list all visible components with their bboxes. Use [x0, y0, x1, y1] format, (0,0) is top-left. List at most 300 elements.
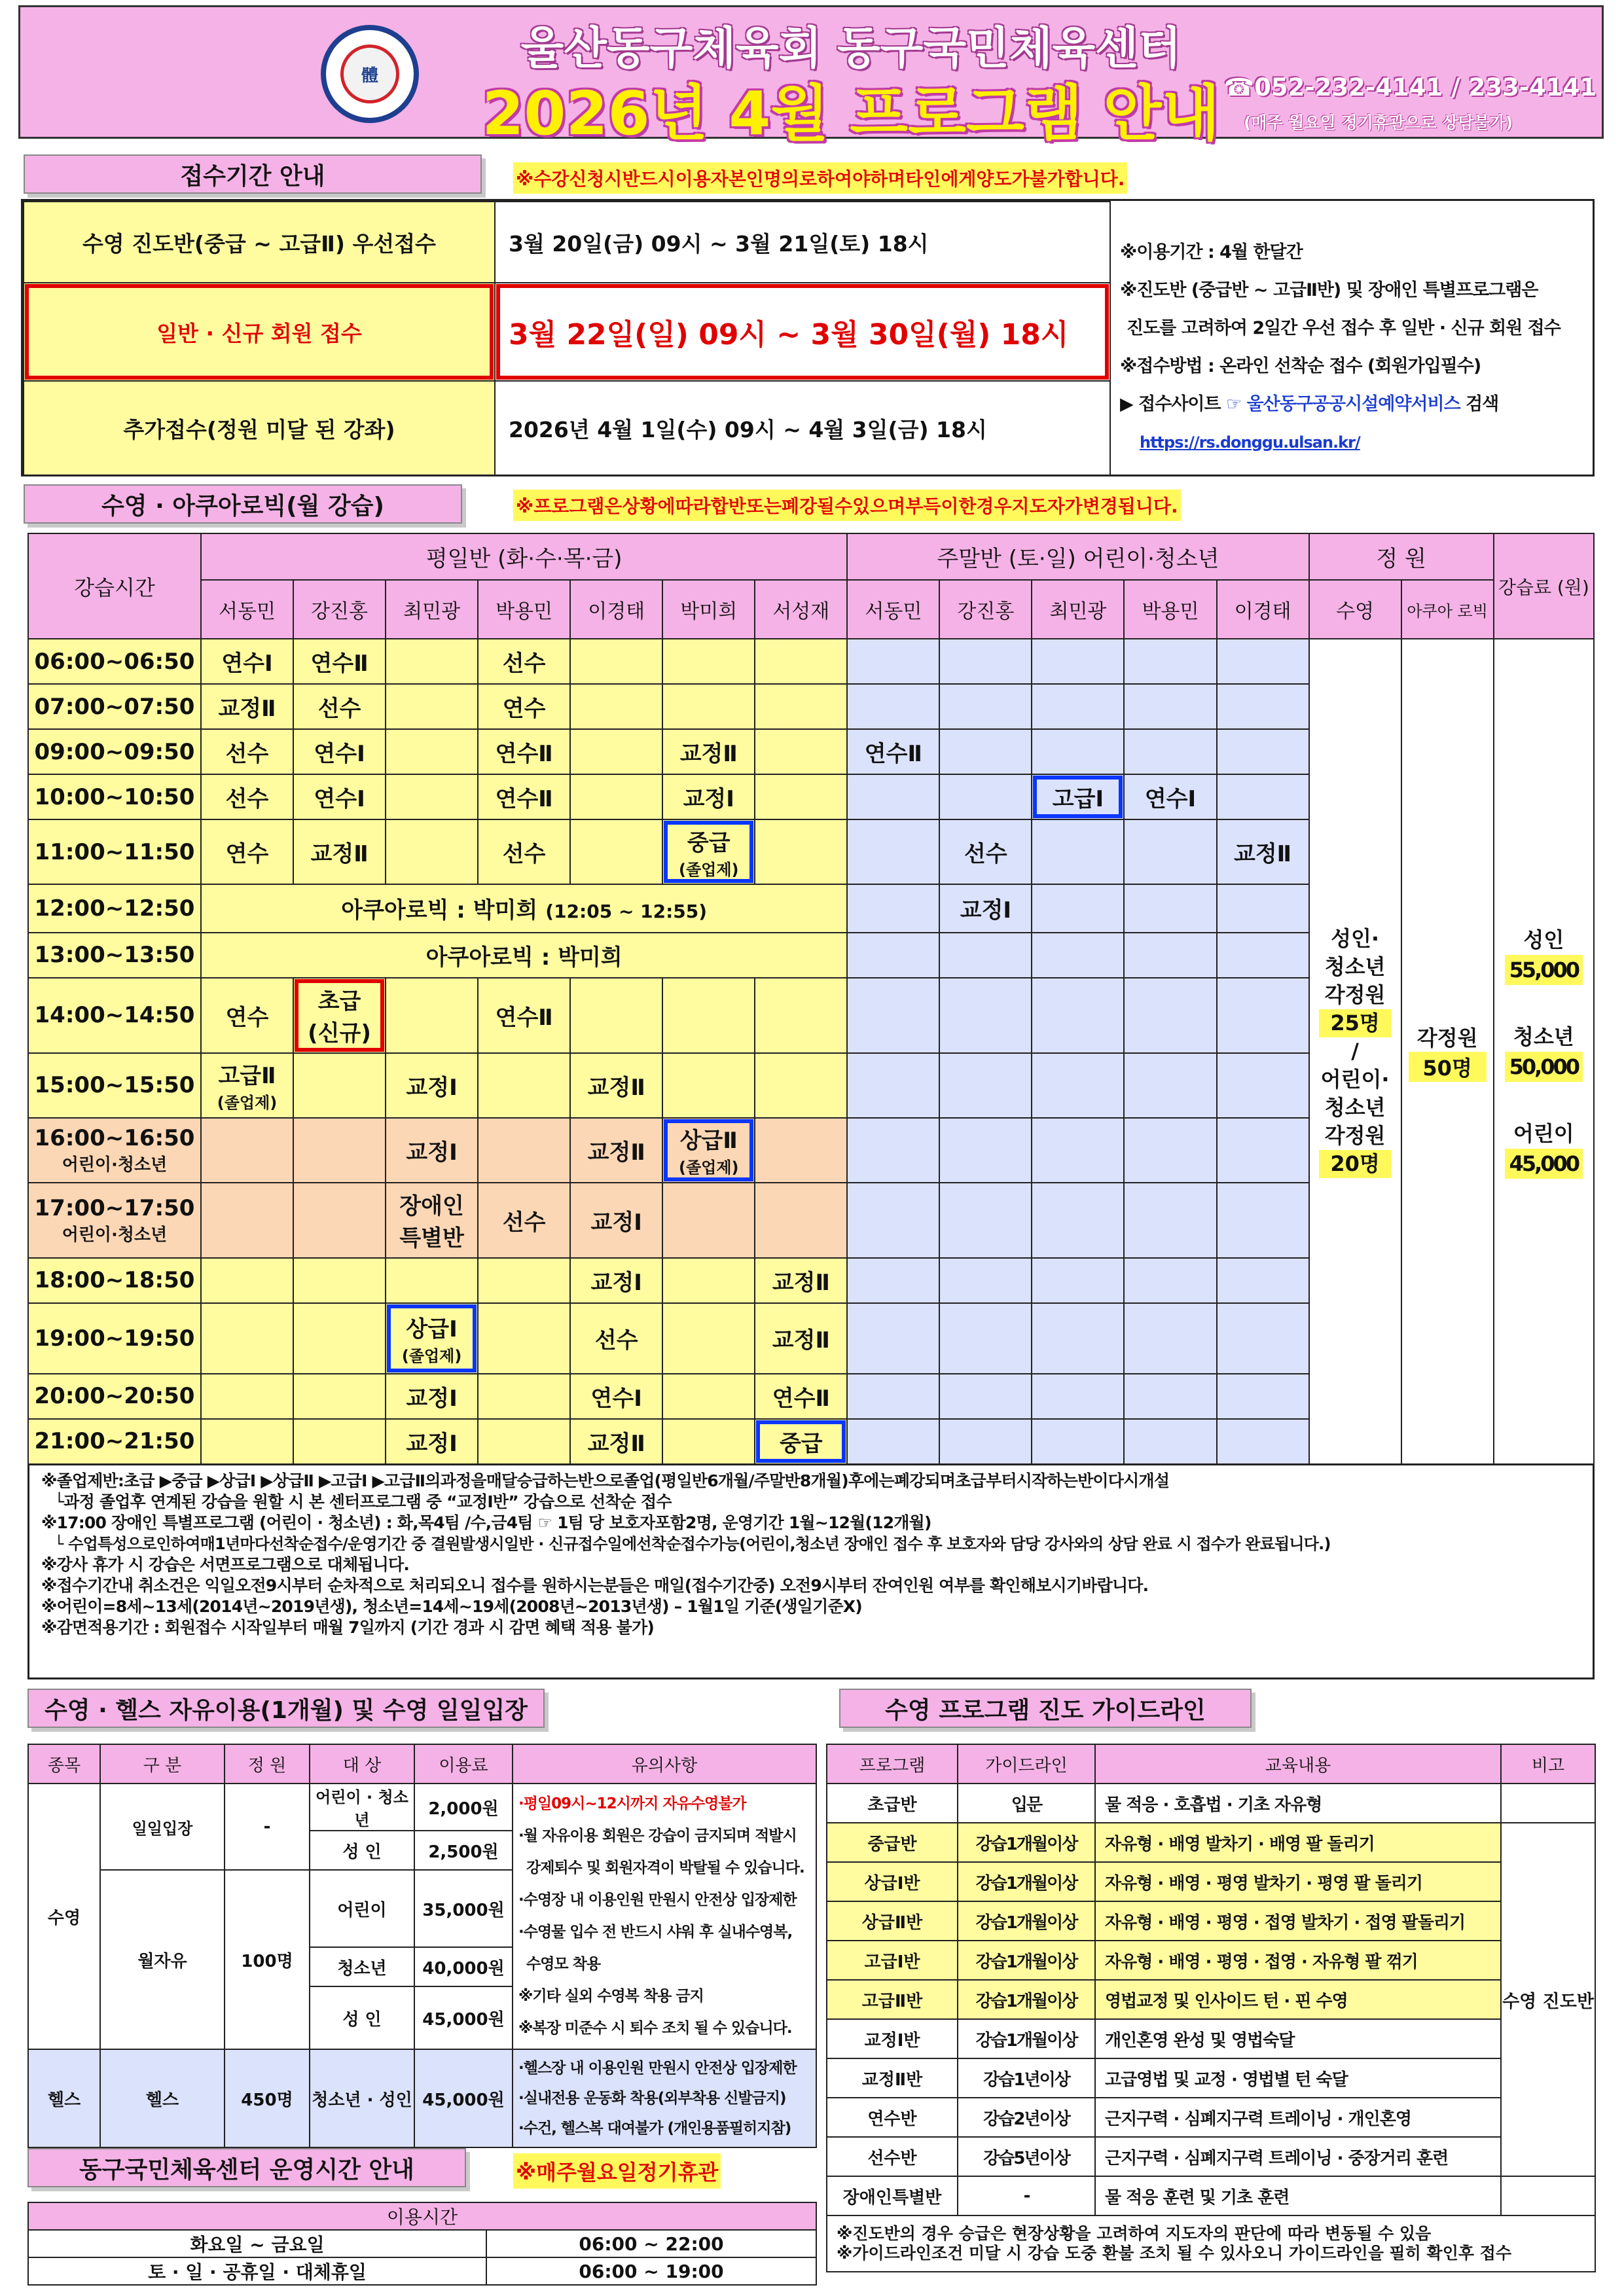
- class-cell: [478, 1053, 570, 1118]
- class-cell: [386, 1183, 478, 1258]
- free-monthly-cap: 100명: [225, 1870, 310, 2049]
- capacity-swim-line: 청소년: [1324, 954, 1386, 980]
- class-cell: [570, 684, 662, 729]
- weekend-class-cell: [847, 933, 939, 978]
- class-name: 교정Ⅰ: [683, 786, 734, 813]
- note-line: ※접수기간내 취소건은 익일오전9시부터 순차적으로 처리되오니 접수를 원하시는분들은 매일(접수기간중) 오전9시부터 잔여인원 여부를 확인해보시기바랍니다.: [41, 1576, 1149, 1595]
- class-cell: [293, 1374, 386, 1419]
- guide-program: 선수반: [827, 2137, 958, 2176]
- capacity-swim-line: 성인·: [1331, 926, 1380, 952]
- class-cell: [662, 1374, 755, 1419]
- class-cell: [755, 639, 847, 684]
- class-name: 교정Ⅰ: [406, 1074, 458, 1101]
- swim-warning: ※프로그램은상황에따라합반또는폐강될수있으며부득이한경우지도자가변경됩니다.: [513, 490, 1181, 521]
- weekend-class-cell: [1217, 978, 1309, 1053]
- time-label: 16:00~16:50: [34, 1124, 195, 1151]
- class-name: 연수: [225, 1004, 269, 1031]
- weekend-class-cell: [939, 933, 1032, 978]
- time-cell: [28, 684, 201, 729]
- capacity-swim-line: 각정원: [1324, 982, 1386, 1008]
- class-cell: [755, 1183, 847, 1258]
- class-name: 교정Ⅰ: [406, 1430, 458, 1457]
- class-cell: [293, 1183, 386, 1258]
- guide-program: 고급Ⅰ반: [827, 1941, 958, 1980]
- class-cell: [662, 819, 755, 884]
- weekend-class-cell: [1217, 1374, 1309, 1419]
- class-cell: [478, 1183, 570, 1258]
- time-cell: [28, 1118, 201, 1183]
- info-line: ※이용기간 : 4월 한달간: [1120, 242, 1303, 262]
- free-daily-cap: -: [225, 1784, 310, 1870]
- instructor-weekend: 박용민: [1124, 580, 1216, 639]
- fee-value: 50,000: [1505, 1052, 1583, 1082]
- class-cell: [570, 774, 662, 819]
- weekend-class-cell: [847, 1053, 939, 1118]
- weekend-class-cell: [1217, 774, 1309, 819]
- weekend-class-cell: [847, 1183, 939, 1258]
- instructor-weekday: 서성재: [755, 580, 847, 639]
- class-sub: (신규): [308, 1020, 371, 1047]
- time-cell: [28, 1183, 201, 1258]
- weekend-class-cell: [847, 684, 939, 729]
- capacity-swim-line: /: [1351, 1039, 1359, 1064]
- class-cell: [755, 684, 847, 729]
- weekend-class-cell: [1032, 1303, 1124, 1374]
- instructor-weekday: 이경태: [570, 580, 662, 639]
- capacity-swim-line: 어린이·: [1320, 1067, 1390, 1092]
- guide-program: 초급반: [827, 1784, 958, 1823]
- weekend-class-cell: [847, 1118, 939, 1183]
- site-link[interactable]: https://rs.donggu.ulsan.kr/: [1140, 433, 1360, 452]
- capacity-col: 아쿠아 로빅: [1401, 580, 1494, 639]
- guide-content: 근지구력 · 심폐지구력 트레이닝 · 중장거리 훈련: [1095, 2137, 1501, 2176]
- weekend-class-cell: [1032, 978, 1124, 1053]
- hours-days: 토 · 일 · 공휴일 · 대체휴일: [28, 2257, 486, 2285]
- class-sub: (졸업제): [401, 1346, 462, 1365]
- weekend-class-cell: [1032, 1374, 1124, 1419]
- instructor-weekend: 서동민: [847, 580, 939, 639]
- info-line: ▶ 접수사이트 ☞ 울산동구공공시설예약서비스 검색: [1120, 394, 1499, 414]
- free-use-table: [27, 1744, 817, 2148]
- weekend-class-cell: [847, 819, 939, 884]
- class-name: 연수Ⅰ: [590, 1385, 642, 1412]
- class-name: 연수Ⅱ: [772, 1385, 830, 1412]
- class-sub: (졸업제): [678, 1158, 739, 1177]
- class-cell: [662, 684, 755, 729]
- guide-remark: 수영 진도반: [1501, 1823, 1595, 2176]
- class-cell: [755, 1118, 847, 1183]
- health-note: ·실내전용 운동화 착용(외부착용 신발금지): [518, 2090, 786, 2107]
- hours-section-title: 동구국민체육센터 운영시간 안내: [27, 2148, 466, 2187]
- free-swim-notes: [513, 1784, 816, 2049]
- class-name: 장애인: [399, 1193, 464, 1220]
- class-sub: (졸업제): [678, 860, 739, 879]
- capacity-swim-line: 20명: [1319, 1150, 1392, 1178]
- guide-remark-empty: [1501, 2176, 1595, 2215]
- class-name: 교정Ⅱ: [772, 1269, 830, 1296]
- weekend-class-cell: [1032, 1053, 1124, 1118]
- class-cell: [201, 729, 293, 774]
- health-cap: 450명: [225, 2049, 310, 2147]
- registration-warning: ※수강신청시반드시이용자본인명의로하여야하며타인에게양도가불가합니다.: [513, 162, 1127, 194]
- class-cell: [570, 1258, 662, 1303]
- guide-requirement: -: [958, 2176, 1095, 2215]
- site-name: ☞ 울산동구공공시설예약서비스: [1225, 394, 1460, 414]
- guide-requirement: 강습5년이상: [958, 2137, 1095, 2176]
- guide-requirement: 강습1년이상: [958, 2058, 1095, 2098]
- hours-time: 06:00 ~ 19:00: [486, 2257, 816, 2285]
- guide-content: 물 적응 · 호흡법 · 기초 자유형: [1095, 1784, 1501, 1823]
- class-cell: [570, 729, 662, 774]
- capacity-aqua-line: 각정원: [1416, 1025, 1478, 1050]
- guide-program: 상급Ⅰ반: [827, 1862, 958, 1901]
- class-cell: [478, 729, 570, 774]
- class-name: 연수Ⅱ: [495, 741, 553, 768]
- class-name: 연수: [225, 841, 269, 868]
- swim-note: 강제퇴수 및 회원자격이 박탈될 수 있습니다.: [526, 1859, 804, 1876]
- instructor-weekend: 최민광: [1032, 580, 1124, 639]
- reg-label: 수영 진도반(중급 ~ 고급Ⅱ) 우선접수: [24, 202, 495, 283]
- swim-note: 수영모 착용: [526, 1956, 601, 1973]
- free-daily: 일일입장: [100, 1784, 225, 1870]
- weekend-class-cell: [1217, 684, 1309, 729]
- free-head: 구 분: [100, 1744, 225, 1784]
- guide-content: 자유형 · 배영 · 평영 · 접영 · 자유형 팔 꺾기: [1095, 1941, 1501, 1980]
- note-line: ※감면적용기간 : 회원접수 시작일부터 매월 7일까지 (기간 경과 시 감면 혜택 적용 불가): [41, 1618, 654, 1637]
- aquarobic-cell: [201, 884, 847, 933]
- class-cell: [293, 819, 386, 884]
- weekend-class-cell: [1124, 1053, 1216, 1118]
- free-target: 어린이 · 청소년: [310, 1784, 414, 1831]
- free-fee: 2,500원: [414, 1831, 513, 1870]
- reg-period: 3월 20일(금) 09시 ~ 3월 21일(토) 18시: [495, 202, 1110, 283]
- weekend-class-cell: [1124, 639, 1216, 684]
- time-label: 13:00~13:50: [34, 942, 195, 969]
- weekend-class-cell: [1032, 819, 1124, 884]
- class-cell: [201, 639, 293, 684]
- class-name: 선수: [964, 841, 1007, 868]
- fee-cell: [1494, 639, 1594, 1464]
- time-sub: 어린이·청소년: [62, 1155, 168, 1175]
- weekend-class-cell: [1032, 1419, 1124, 1464]
- free-head: 종목: [28, 1744, 100, 1784]
- class-cell: [478, 684, 570, 729]
- weekend-class-cell: [1124, 933, 1216, 978]
- time-label: 15:00~15:50: [34, 1072, 195, 1099]
- guide-content: 자유형 · 배영 · 평영 발차기 · 평영 팔 돌리기: [1095, 1862, 1501, 1901]
- swim-schedule-table: [27, 533, 1595, 1465]
- weekend-class-cell: [939, 1374, 1032, 1419]
- health-fee: 45,000원: [414, 2049, 513, 2147]
- weekend-class-cell: [1124, 884, 1216, 933]
- guide-program: 상급Ⅱ반: [827, 1901, 958, 1941]
- weekend-class-cell: [847, 1419, 939, 1464]
- time-cell: [28, 819, 201, 884]
- head-time: 강습시간: [28, 533, 201, 639]
- class-name: 교정Ⅰ: [406, 1139, 458, 1166]
- class-name: 고급Ⅰ: [1052, 786, 1104, 813]
- free-head: 이용료: [414, 1744, 513, 1784]
- weekend-class-cell: [939, 1118, 1032, 1183]
- class-cell: [755, 1419, 847, 1464]
- fee-value: 45,000: [1505, 1149, 1583, 1179]
- class-name: 선수: [317, 696, 361, 723]
- class-cell: [201, 1419, 293, 1464]
- class-name: 상급Ⅰ: [406, 1316, 458, 1342]
- guide-content: 물 적응 훈련 및 기초 훈련: [1095, 2176, 1501, 2215]
- health-notes: [513, 2049, 816, 2147]
- weekend-class-cell: [1124, 684, 1216, 729]
- class-cell: [570, 819, 662, 884]
- note-line: └ 수업특성으로인하여매1년마다선착순접수/운영기간 중 결원발생시일반 · 신규접수일에선착순접수가능(어린이,청소년 장애인 접수 후 보호자와 담당 강사와의 상담 완료 시 접수가 완료됩니다.): [54, 1535, 1331, 1553]
- class-name: 교정Ⅱ: [587, 1430, 645, 1457]
- free-fee: 40,000원: [414, 1947, 513, 1986]
- class-name: 교정Ⅱ: [587, 1139, 645, 1166]
- guide-head: 교육내용: [1095, 1744, 1501, 1784]
- time-label: 11:00~11:50: [34, 838, 195, 865]
- class-cell: [386, 819, 478, 884]
- guide-table: [826, 1744, 1596, 2272]
- class-cell: [293, 684, 386, 729]
- registration-section-title: 접수기간 안내: [24, 154, 482, 194]
- time-label: 07:00~07:50: [34, 693, 195, 720]
- weekend-class-cell: [939, 884, 1032, 933]
- class-name: 초급: [317, 988, 361, 1015]
- time-cell: [28, 933, 201, 978]
- class-name: 교정Ⅰ: [590, 1269, 642, 1296]
- weekend-class-cell: [1217, 884, 1309, 933]
- time-label: 20:00~20:50: [34, 1383, 195, 1410]
- time-label: 10:00~10:50: [34, 783, 195, 810]
- class-cell: [478, 774, 570, 819]
- capacity-swim-line: 각정원: [1324, 1123, 1386, 1149]
- head-weekend: 주말반 (토·일) 어린이·청소년: [847, 533, 1308, 580]
- aquarobic-label: 아쿠아로빅 : 박미희: [341, 897, 538, 924]
- weekend-class-cell: [939, 978, 1032, 1053]
- class-cell: [755, 819, 847, 884]
- weekend-class-cell: [1032, 774, 1124, 819]
- time-cell: [28, 1258, 201, 1303]
- class-cell: [386, 978, 478, 1053]
- class-cell: [662, 1118, 755, 1183]
- class-cell: [478, 639, 570, 684]
- time-cell: [28, 1419, 201, 1464]
- class-cell: [478, 1258, 570, 1303]
- free-cat-swim: 수영: [28, 1784, 100, 2049]
- weekend-class-cell: [1124, 1118, 1216, 1183]
- class-cell: [386, 1374, 478, 1419]
- health-note: ·헬스장 내 이용인원 만원시 안전상 입장제한: [518, 2060, 797, 2077]
- free-head: 유의사항: [513, 1744, 816, 1784]
- fee-label: 어린이: [1513, 1121, 1574, 1146]
- guide-requirement: 강습2년이상: [958, 2098, 1095, 2137]
- weekend-class-cell: [1032, 729, 1124, 774]
- free-target: 어린이: [310, 1870, 414, 1947]
- class-cell: [570, 1118, 662, 1183]
- health-type: 헬스: [100, 2049, 225, 2147]
- weekend-class-cell: [1217, 1183, 1309, 1258]
- swim-note-red: ·평일09시~12시까지 자유수영불가: [518, 1795, 746, 1812]
- weekend-class-cell: [1217, 819, 1309, 884]
- class-name: 연수Ⅱ: [495, 786, 553, 813]
- guide-requirement: 강습1개월이상: [958, 1980, 1095, 2019]
- guide-head: 프로그램: [827, 1744, 958, 1784]
- class-name: 교정Ⅱ: [587, 1074, 645, 1101]
- class-cell: [386, 729, 478, 774]
- class-name: 선수: [225, 741, 269, 768]
- notes-box: [27, 1463, 1595, 1679]
- health-target: 청소년 · 성인: [310, 2049, 414, 2147]
- capacity-swim-line: 청소년: [1324, 1095, 1386, 1121]
- time-cell: [28, 978, 201, 1053]
- class-cell: [201, 1183, 293, 1258]
- info-line: ※접수방법 : 온라인 선착순 접수 (회원가입필수): [1120, 356, 1481, 376]
- guide-program: 중급반: [827, 1823, 958, 1862]
- class-name: 고급Ⅱ: [218, 1063, 276, 1090]
- fee-label: 성인: [1523, 927, 1564, 952]
- weekend-class-cell: [939, 1303, 1032, 1374]
- reg-label: 추가접수(정원 미달 된 강좌): [24, 381, 495, 475]
- free-monthly: 월자유: [100, 1870, 225, 2049]
- weekend-class-cell: [939, 1183, 1032, 1258]
- weekend-class-cell: [1217, 1419, 1309, 1464]
- weekend-class-cell: [1032, 933, 1124, 978]
- class-cell: [662, 729, 755, 774]
- class-name: 선수: [502, 841, 546, 868]
- time-label: 18:00~18:50: [34, 1267, 195, 1294]
- weekend-class-cell: [847, 978, 939, 1053]
- class-cell: [570, 1374, 662, 1419]
- guide-requirement: 강습1개월이상: [958, 1823, 1095, 1862]
- class-name: 상급Ⅱ: [679, 1128, 738, 1155]
- time-label: 14:00~14:50: [34, 1002, 195, 1029]
- org-title: 울산동구체육회 동구국민체육센터: [520, 23, 1182, 75]
- class-name: 연수Ⅰ: [1144, 786, 1197, 813]
- instructor-weekend: 강진홍: [939, 580, 1032, 639]
- logo-emblem-icon: 體: [340, 45, 399, 103]
- class-cell: [755, 729, 847, 774]
- time-cell: [28, 1053, 201, 1118]
- class-cell: [293, 1053, 386, 1118]
- class-cell: [386, 639, 478, 684]
- capacity-col: 수영: [1309, 580, 1401, 639]
- fee-value: 55,000: [1505, 955, 1583, 985]
- class-cell: [755, 978, 847, 1053]
- weekend-class-cell: [1217, 1303, 1309, 1374]
- registration-box: [21, 199, 1595, 476]
- weekend-class-cell: [847, 729, 939, 774]
- info-line: ※진도반 (중급반 ~ 고급Ⅱ반) 및 장애인 특별프로그램은: [1120, 280, 1538, 300]
- health-note: ·수건, 헬스복 대여불가 (개인용품필히지참): [518, 2120, 791, 2137]
- weekend-class-cell: [939, 1053, 1032, 1118]
- time-cell: [28, 774, 201, 819]
- guide-requirement: 입문: [958, 1784, 1095, 1823]
- reg-period: 2026년 4월 1일(수) 09시 ~ 4월 3일(금) 18시: [495, 381, 1110, 475]
- class-name: 선수: [502, 1209, 546, 1236]
- time-label: 21:00~21:50: [34, 1428, 195, 1455]
- class-cell: [201, 1118, 293, 1183]
- free-head: 정 원: [225, 1744, 310, 1784]
- capacity-swim-line: 25명: [1319, 1009, 1392, 1037]
- page-title: 2026년 4월 프로그램 안내: [482, 79, 1220, 149]
- class-cell: [293, 729, 386, 774]
- guide-note: ※진도반의 경우 승급은 현장상황을 고려하여 지도자의 판단에 따라 변동될 수 있음: [837, 2224, 1432, 2243]
- class-cell: [201, 1303, 293, 1374]
- class-name: 교정Ⅰ: [590, 1209, 642, 1236]
- hours-days: 화요일 ~ 금요일: [28, 2230, 486, 2257]
- class-cell: [201, 978, 293, 1053]
- guide-requirement: 강습1개월이상: [958, 1862, 1095, 1901]
- instructor-weekday: 서동민: [201, 580, 293, 639]
- free-target: 청소년: [310, 1947, 414, 1986]
- class-name: 교정Ⅱ: [218, 696, 276, 723]
- capacity-aqua: [1401, 639, 1494, 1464]
- time-cell: [28, 729, 201, 774]
- class-name: 교정Ⅱ: [679, 741, 738, 768]
- weekend-class-cell: [1032, 884, 1124, 933]
- time-label: 19:00~19:50: [34, 1325, 195, 1352]
- weekend-class-cell: [1124, 1374, 1216, 1419]
- time-cell: [28, 884, 201, 933]
- class-cell: [478, 1303, 570, 1374]
- time-label: 09:00~09:50: [34, 738, 195, 765]
- guide-content: 근지구력 · 심폐지구력 트레이닝 · 개인혼영: [1095, 2098, 1501, 2137]
- weekend-class-cell: [1032, 1258, 1124, 1303]
- weekend-class-cell: [1032, 639, 1124, 684]
- class-cell: [293, 1258, 386, 1303]
- weekend-class-cell: [939, 729, 1032, 774]
- class-cell: [201, 819, 293, 884]
- hours-head: 이용시간: [28, 2202, 816, 2230]
- weekend-class-cell: [939, 684, 1032, 729]
- guide-head: 비고: [1501, 1744, 1595, 1784]
- time-label: 06:00~06:50: [34, 648, 195, 675]
- class-cell: [570, 1419, 662, 1464]
- phone-note: (매주 월요일 정기휴관으로 상담불가): [1244, 113, 1513, 132]
- class-cell: [293, 639, 386, 684]
- registration-table: [23, 201, 1111, 476]
- class-name: 연수Ⅰ: [221, 651, 273, 677]
- class-cell: [386, 1053, 478, 1118]
- class-name: 연수Ⅰ: [314, 786, 365, 813]
- weekend-class-cell: [1124, 1258, 1216, 1303]
- class-cell: [201, 774, 293, 819]
- time-label: 17:00~17:50: [34, 1194, 195, 1221]
- class-cell: [478, 819, 570, 884]
- weekend-class-cell: [1124, 1183, 1216, 1258]
- class-name: 연수: [502, 696, 546, 723]
- class-cell: [570, 1183, 662, 1258]
- class-cell: [478, 1374, 570, 1419]
- note-line: └과정 졸업후 연계된 강습을 원할 시 본 센터프로그램 중 “교정Ⅰ반” 강습으로 선착순 접수: [54, 1492, 672, 1511]
- weekend-class-cell: [1217, 1053, 1309, 1118]
- weekend-class-cell: [939, 774, 1032, 819]
- hours-table: [27, 2202, 817, 2286]
- free-target: 성 인: [310, 1986, 414, 2049]
- class-cell: [293, 1303, 386, 1374]
- weekend-class-cell: [1032, 684, 1124, 729]
- capacity-swim: [1309, 639, 1401, 1464]
- weekend-class-cell: [939, 639, 1032, 684]
- registration-info: [1120, 234, 1591, 461]
- swim-note: ·월 자유이용 회원은 강습이 금지되며 적발시: [518, 1827, 797, 1844]
- guide-remark-empty: [1501, 1784, 1595, 1823]
- class-cell: [755, 1303, 847, 1374]
- swim-note: ·수영장 내 이용인원 만원시 안전상 입장제한: [518, 1892, 797, 1909]
- free-fee: 35,000원: [414, 1870, 513, 1947]
- class-cell: [201, 684, 293, 729]
- reg-period-highlight: 3월 22일(일) 09시 ~ 3월 30일(월) 18시: [495, 283, 1110, 381]
